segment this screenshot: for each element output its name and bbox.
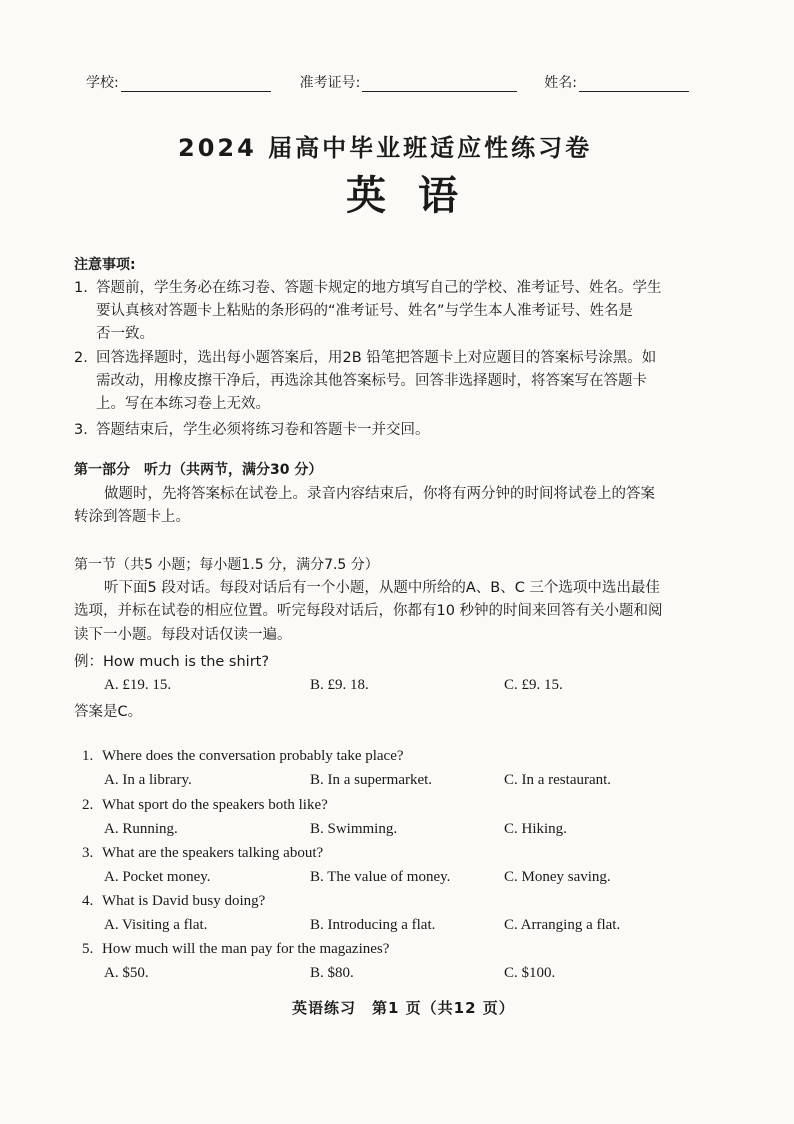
- school-label: 学校:: [86, 75, 119, 91]
- part1-intro-line: 转涂到答题卡上。: [74, 509, 190, 525]
- example-answer: 答案是C。: [74, 704, 143, 720]
- name-field[interactable]: [579, 77, 689, 92]
- notes-line: 上。写在本练习卷上无效。: [96, 396, 270, 412]
- option-a[interactable]: A. Running.: [104, 821, 178, 837]
- question: 1. Where does the conversation probably take place?: [82, 748, 404, 764]
- example-option-a: A. £19. 15.: [104, 677, 172, 693]
- option-b[interactable]: B. Swimming.: [310, 821, 398, 837]
- option-b[interactable]: B. $80.: [310, 965, 354, 981]
- notes-line: 要认真核对答题卡上粘贴的条形码的“准考证号、姓名”与学生本人准考证号、姓名是: [96, 303, 634, 319]
- question: 5. How much will the man pay for the magazines?: [82, 941, 390, 957]
- option-c[interactable]: C. In a restaurant.: [504, 772, 612, 788]
- option-b[interactable]: B. Introducing a flat.: [310, 917, 436, 933]
- option-a[interactable]: A. In a library.: [104, 772, 192, 788]
- section1-heading: 第一节（共5 小题；每小题1.5 分，满分7.5 分）: [74, 557, 379, 573]
- notes-item: 1. 答题前，学生务必在练习卷、答题卡规定的地方填写自己的学校、准考证号、姓名。学生: [74, 280, 662, 296]
- example-question: 例：How much is the shirt?: [74, 654, 270, 670]
- exam-title: 2024 届高中毕业班适应性练习卷: [178, 134, 593, 162]
- option-a[interactable]: A. Visiting a flat.: [104, 917, 208, 933]
- part1-heading: 第一部分 听力（共两节，满分30 分）: [74, 462, 323, 478]
- notes-heading: 注意事项:: [74, 257, 136, 273]
- option-a[interactable]: A. $50.: [104, 965, 149, 981]
- notes-line: 否一致。: [96, 326, 154, 342]
- section1-intro-line: 读下一小题。每段对话仅读一遍。: [74, 627, 292, 643]
- section1-intro-line: 听下面5 段对话。每段对话后有一个小题，从题中所给的A、B、C 三个选项中选出最佳: [104, 580, 660, 596]
- header-fields: [86, 72, 689, 92]
- option-b[interactable]: B. In a supermarket.: [310, 772, 433, 788]
- notes-item: 2. 回答选择题时，选出每小题答案后，用2B 铅笔把答题卡上对应题目的答案标号涂黑。如: [74, 350, 657, 366]
- example-option-b: B. £9. 18.: [310, 677, 369, 693]
- question: 4. What is David busy doing?: [82, 893, 266, 909]
- name-label: 姓名:: [544, 75, 577, 91]
- option-b[interactable]: B. The value of money.: [310, 869, 451, 885]
- section1-intro-line: 选项，并标在试卷的相应位置。听完每段对话后，你都有10 秒钟的时间来回答有关小题和阅: [74, 603, 663, 619]
- example-option-c: C. £9. 15.: [504, 677, 563, 693]
- option-c[interactable]: C. Money saving.: [504, 869, 611, 885]
- school-field[interactable]: [121, 77, 271, 92]
- option-a[interactable]: A. Pocket money.: [104, 869, 211, 885]
- exam-id-field[interactable]: [362, 77, 517, 92]
- part1-intro-line: 做题时，先将答案标在试卷上。录音内容结束后，你将有两分钟的时间将试卷上的答案: [104, 486, 655, 502]
- option-c[interactable]: C. Hiking.: [504, 821, 567, 837]
- notes-item: 3. 答题结束后，学生必须将练习卷和答题卡一并交回。: [74, 422, 430, 438]
- option-c[interactable]: C. $100.: [504, 965, 556, 981]
- notes-line: 需改动，用橡皮擦干净后，再选涂其他答案标号。回答非选择题时，将答案写在答题卡: [96, 373, 647, 389]
- option-c[interactable]: C. Arranging a flat.: [504, 917, 621, 933]
- question: 3. What are the speakers talking about?: [82, 845, 324, 861]
- subject-title: 英语: [346, 173, 490, 219]
- question: 2. What sport do the speakers both like?: [82, 797, 328, 813]
- exam-id-label: 准考证号:: [299, 75, 361, 91]
- page-footer: 英语练习 第1 页（共12 页）: [292, 999, 515, 1017]
